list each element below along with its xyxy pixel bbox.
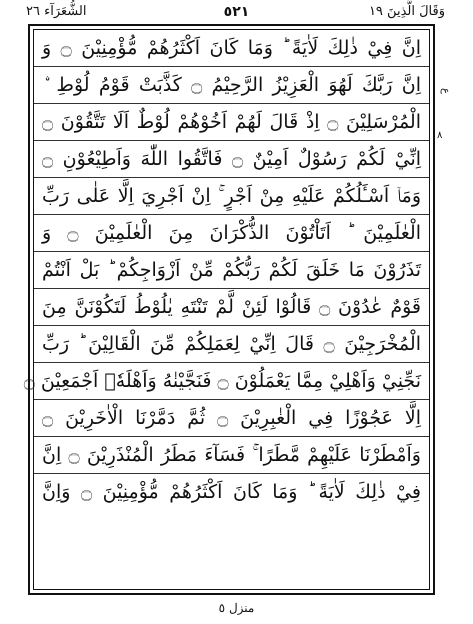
surah-title: الشُّعَرَآء ٢٦ — [26, 4, 87, 19]
text-line: الْعٰلَمِيْنَ ؕ اَتَاْتُوْنَ الذُّكْرَانَ مِنَ الْعٰلَمِيْنَ ۝ وَ — [34, 215, 429, 252]
text-line: فِيْ ذٰلِكَ لَاٰيَةً ؕ وَمَا كَانَ اَكْثَرُهُمْ مُّؤْمِنِيْنَ ۝ وَاِنَّ — [42, 481, 421, 503]
ruku-number: ٨ — [437, 130, 443, 141]
juz-title: وَقَالَ الَّذِينَ ١٩ — [368, 4, 445, 19]
verse-text-block — [23, 30, 429, 511]
text-line: الْمُرْسَلِيْنَ ۝ اِذْ قَالَ لَهُمْ اَخُوْهُمْ لُوْطٌ اَلَا تَتَّقُوْنَ ۝ — [34, 104, 429, 141]
manzil-footer: منزل ٥ — [218, 601, 255, 615]
text-line: وَاَمْطَرْنَا عَلَيْهِمْ مَّطَرًا ۚ فَسَآءَ مَطَرُ الْمُنْذَرِيْنَ ۝ اِنَّ — [34, 437, 429, 474]
text-line: نَجِّنِيْ وَاَهْلِيْ مِمَّا يَعْمَلُوْنَ ۝ فَنَجَّيْنٰهُ وَاَهْلَهٗۤ اَجْمَعِيْنَ ۝ — [34, 363, 429, 400]
text-line: اِنِّيْ لَكُمْ رَسُوْلٌ اَمِيْنٌ ۝ فَاتَّقُوا اللّٰهَ وَاَطِيْعُوْنِ ۝ — [34, 141, 429, 178]
ruku-marker: ع — [440, 88, 451, 94]
text-line: اِلَّا عَجُوْزًا فِي الْغٰبِرِيْنَ ۝ ثُمَّ دَمَّرْنَا الْاٰخَرِيْنَ ۝ — [34, 400, 429, 437]
text-line: اِنَّ فِيْ ذٰلِكَ لَاٰيَةً ؕ وَمَا كَانَ اَكْثَرُهُمْ مُّؤْمِنِيْنَ ۝ وَ — [34, 30, 429, 67]
text-line: قَوْمٌ عٰدُوْنَ ۝ قَالُوْا لَئِنْ لَّمْ تَنْتَهِ يٰلُوْطُ لَتَكُوْنَنَّ مِنَ — [34, 289, 429, 326]
text-line: وَمَاۤ اَسْـَٔلُكُمْ عَلَيْهِ مِنْ اَجْرٍ ۚ اِنْ اَجْرِيَ اِلَّا عَلٰى رَبِّ — [34, 178, 429, 215]
text-line: الْمُخْرَجِيْنَ ۝ قَالَ اِنِّيْ لِعَمَلِكُمْ مِّنَ الْقَالِيْنَ ؕ رَبِّ — [34, 326, 429, 363]
page-number: ٥٢١ — [223, 4, 250, 20]
text-line: اِنَّ رَبَّكَ لَهُوَ الْعَزِيْزُ الرَّحِيْمُ ۝ كَذَّبَتْ قَوْمُ لُوْطِ ۨ — [34, 67, 429, 104]
text-line: تَذَرُوْنَ مَا خَلَقَ لَكُمْ رَبُّكُمْ مِّنْ اَزْوَاجِكُمْ ؕ بَلْ اَنْتُمْ — [34, 252, 429, 289]
